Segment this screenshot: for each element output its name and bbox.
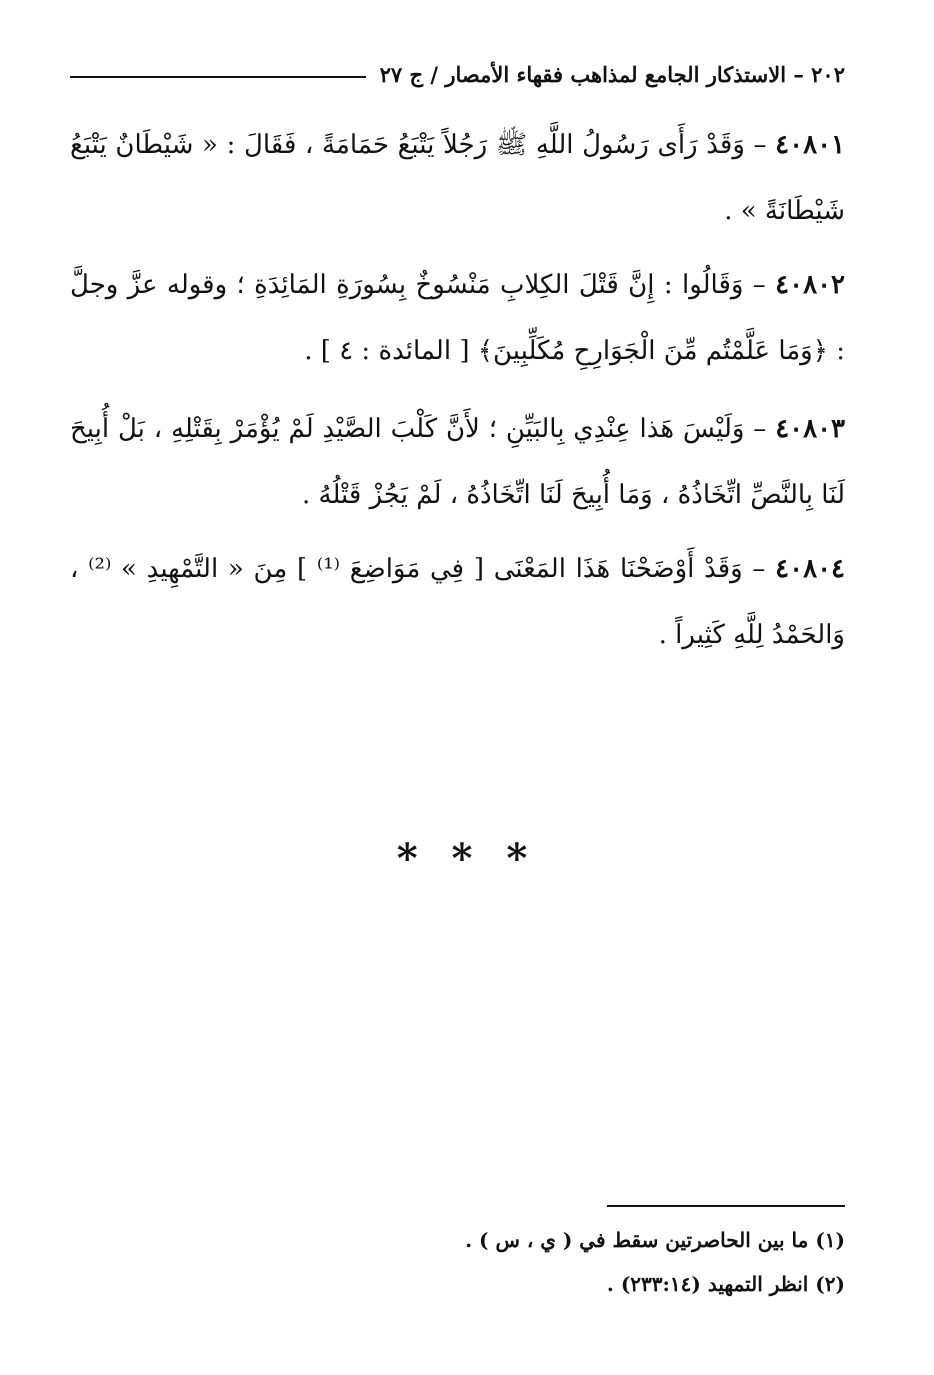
paragraph-number: ٤٠٨٠٣ [775,414,846,444]
paragraph-number: ٤٠٨٠٤ [775,554,845,584]
paragraph-text: – وَلَيْسَ هَذا عِنْدِي بِالبَيِّنِ ؛ لأَنَّ كَلْبَ الصَّيْدِ لَمْ يُؤْمَرْ بِقَتْلِهِ ، بَلْ أُبِيحَ لَنَا بِالنَّصِّ اتِّخَاذُهُ ، وَمَا أُبِيحَ لَنَا اتِّخَاذُهُ ، لَمْ يَجُزْ قَتْلُهُ . [70,414,845,510]
paragraph-number: ٤٠٨٠٢ [775,270,845,300]
paragraph-text: – وَقَدْ أَوْضَحْنَا هَذَا المَعْنَى [ فِي مَوَاضِعَ ⁽¹⁾ ] مِنَ « التَّمْهِيدِ » ⁽²⁾ ، وَالحَمْدُ لِلَّهِ كَثِيراً . [70,554,845,650]
paragraph-text: – وَقَالُوا : إِنَّ قَتْلَ الكِلابِ مَنْسُوخٌ بِسُورَةِ المَائِدَةِ ؛ وقوله عزَّ وجلَّ : ﴿وَمَا عَلَّمْتُم مِّنَ الْجَوَارِحِ مُكَلِّبِينَ﴾ [ المائدة : ٤ ] . [70,270,845,366]
running-header [70,54,845,94]
footnote-1: (١) ما بين الحاصرتين سقط في ( ي ، س ) . [465,1228,845,1252]
header-rule [70,76,366,78]
paragraph-text: – وَقَدْ رَأَى رَسُولُ اللَّهِ ﷺ رَجُلاً يَتْبَعُ حَمَامَةً ، فَقَالَ : « شَيْطَانٌ يَتْبَعُ شَيْطَانَةً » . [70,130,845,226]
footnote-2: (٢) انظر التمهيد (٢٣٣:١٤) . [606,1272,845,1296]
paragraph-40802 [70,252,845,384]
paragraph-40804 [70,536,845,668]
paragraph-40801 [70,112,845,244]
paragraph-40803 [70,396,845,528]
footnote-rule [607,1205,845,1207]
header-text: ٢٠٢ – الاستذكار الجامع لمذاهب فقهاء الأمصار / ج ٢٧ [379,61,845,87]
section-separator: * * * [396,835,538,882]
paragraph-number: ٤٠٨٠١ [775,130,845,160]
